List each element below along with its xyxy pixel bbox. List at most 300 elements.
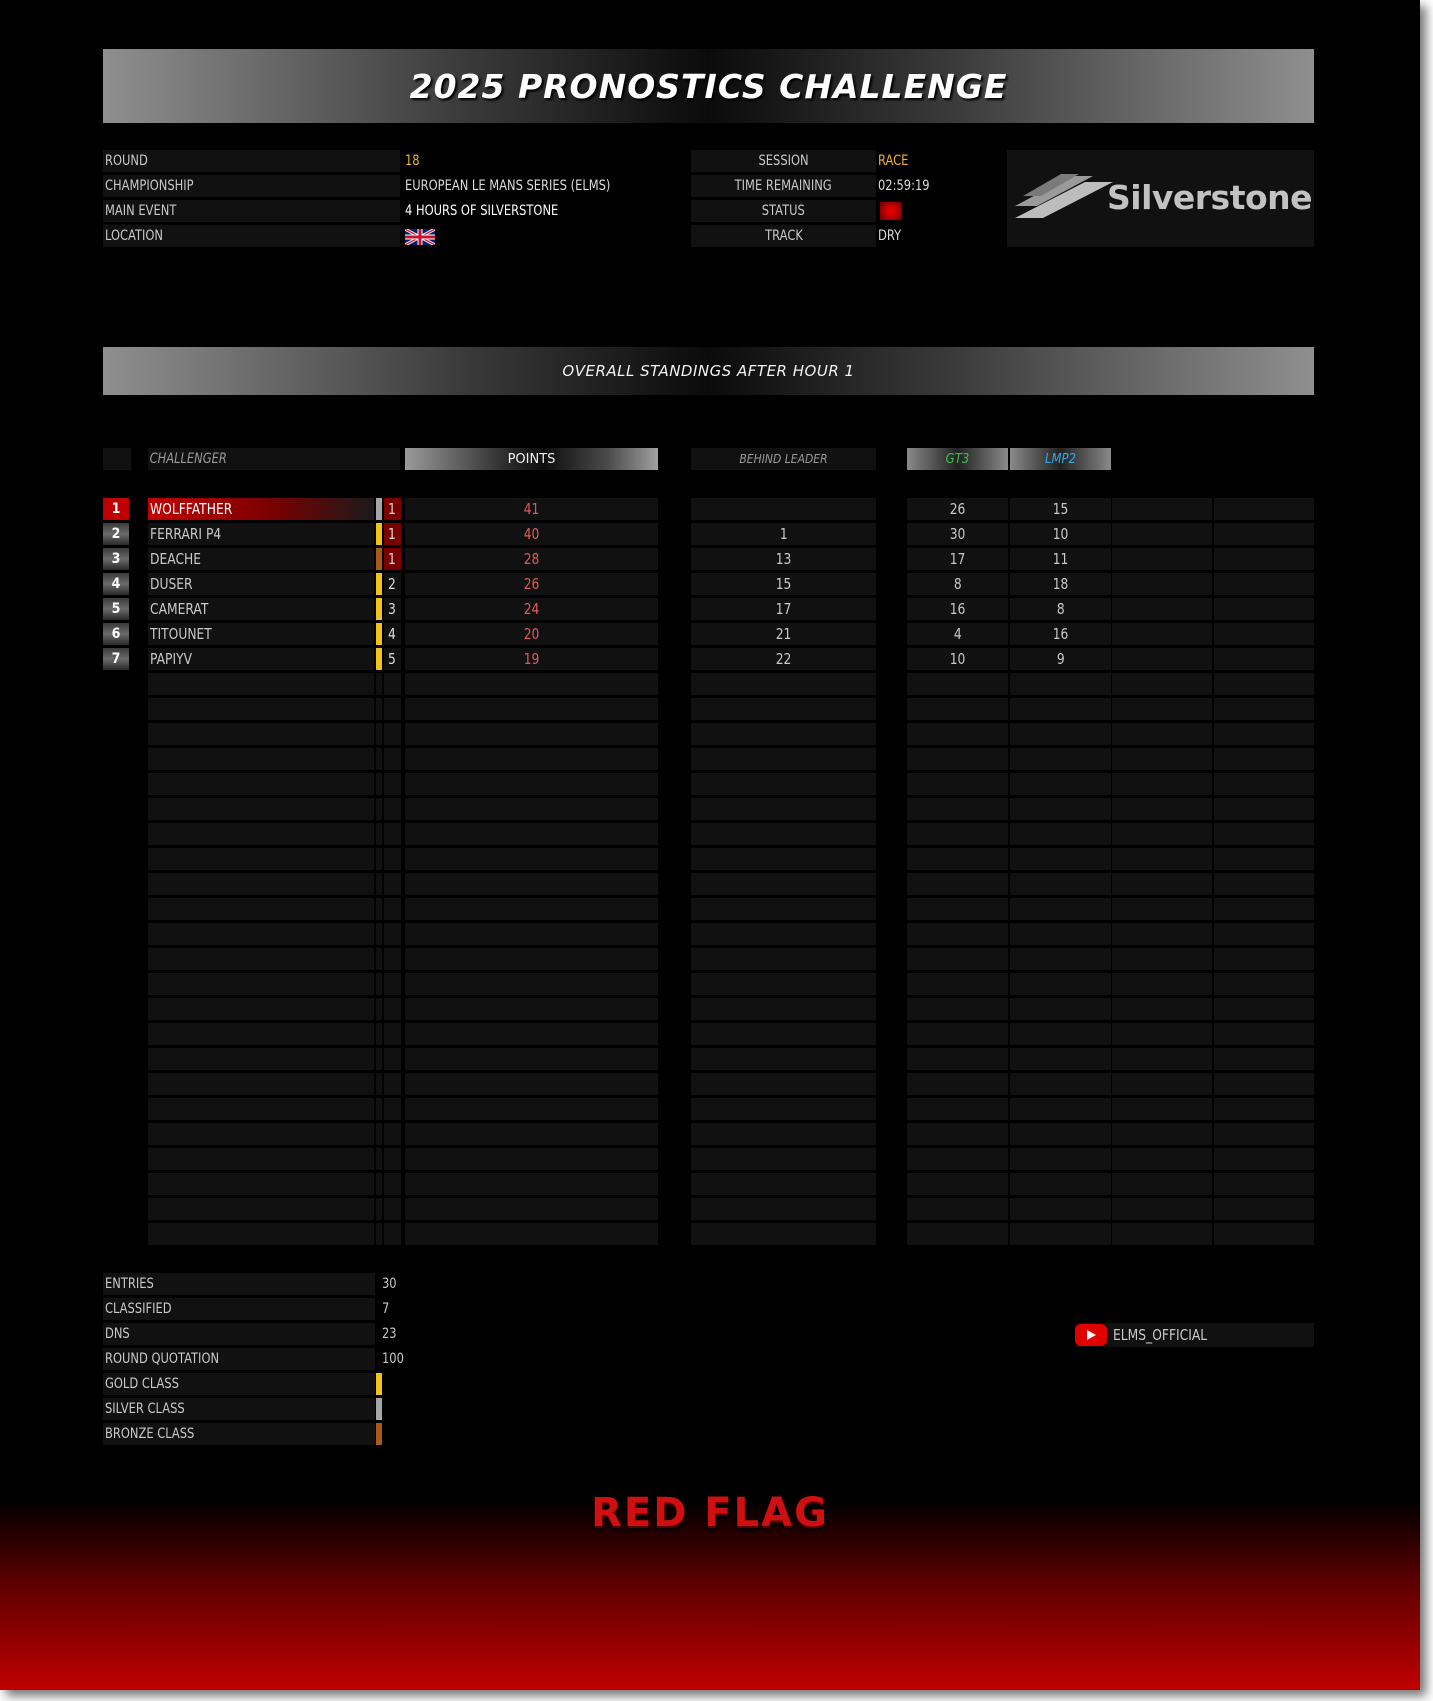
extra-cell	[1112, 773, 1212, 795]
challenger-name[interactable]	[148, 1123, 374, 1145]
info-label	[691, 200, 876, 222]
points-cell	[405, 798, 658, 820]
behind-header-label: BEHIND LEADER	[739, 452, 828, 466]
info-value	[405, 200, 665, 222]
gt3-cell	[907, 823, 1008, 845]
behind-leader-cell	[691, 873, 876, 895]
lmp2-cell	[1010, 698, 1111, 720]
extra-cell	[1214, 848, 1314, 870]
challenger-name[interactable]	[148, 498, 374, 520]
lmp2-cell	[1010, 1098, 1111, 1120]
class-position	[384, 548, 401, 570]
gt3-cell	[907, 948, 1008, 970]
points-cell	[405, 1098, 658, 1120]
extra-cell	[1112, 1198, 1212, 1220]
youtube-icon	[1075, 1324, 1107, 1346]
info-label	[103, 175, 400, 197]
challenger-name[interactable]	[148, 973, 374, 995]
class-position-text: 4	[387, 625, 396, 643]
points-text: 26	[523, 575, 540, 593]
challenger-name-text: TITOUNET	[150, 625, 212, 643]
stat-value	[382, 1298, 412, 1320]
extra-cell	[1112, 498, 1212, 520]
extra-cell	[1214, 1048, 1314, 1070]
legend-label	[103, 1398, 375, 1420]
class-stripe	[376, 798, 382, 820]
class-position	[384, 1048, 401, 1070]
gt3-text: 4	[953, 625, 962, 643]
class-position	[384, 923, 401, 945]
class-stripe	[376, 998, 382, 1020]
class-stripe	[376, 898, 382, 920]
challenger-name-text: FERRARI P4	[150, 525, 222, 543]
behind-leader-cell	[691, 898, 876, 920]
extra-cell	[1214, 523, 1314, 545]
class-position	[384, 1098, 401, 1120]
class-stripe	[376, 1223, 382, 1245]
stat-label-text: CLASSIFIED	[105, 1301, 172, 1317]
extra-cell	[1112, 848, 1212, 870]
gt3-text: 26	[949, 500, 966, 518]
behind-leader-cell	[691, 973, 876, 995]
behind-leader-cell	[691, 548, 876, 570]
gt3-cell	[907, 1048, 1008, 1070]
lmp2-cell	[1010, 923, 1111, 945]
challenger-name[interactable]	[148, 848, 374, 870]
challenger-name[interactable]	[148, 1048, 374, 1070]
track-logo	[1007, 150, 1314, 247]
behind-leader-cell	[691, 848, 876, 870]
extra-cell	[1112, 798, 1212, 820]
challenger-name[interactable]	[148, 1173, 374, 1195]
points-cell	[405, 973, 658, 995]
extra-cell	[1214, 998, 1314, 1020]
info-value	[405, 175, 665, 197]
extra-cell	[1112, 923, 1212, 945]
lmp2-cell	[1010, 1023, 1111, 1045]
class-position	[384, 773, 401, 795]
challenger-name[interactable]	[148, 1198, 374, 1220]
info-label	[691, 225, 876, 247]
info-value	[878, 175, 998, 197]
class-stripe	[376, 1148, 382, 1170]
class-position	[384, 973, 401, 995]
challenger-name[interactable]	[148, 798, 374, 820]
info-value	[405, 225, 665, 247]
points-cell	[405, 498, 658, 520]
info-value-text: EUROPEAN LE MANS SERIES (ELMS)	[405, 178, 611, 194]
extra-cell	[1214, 498, 1314, 520]
extra-cell	[1112, 598, 1212, 620]
challenger-name[interactable]	[148, 773, 374, 795]
info-label-text: ROUND	[105, 153, 148, 169]
info-label	[103, 200, 400, 222]
class-stripe	[376, 948, 382, 970]
extra-cell	[1214, 723, 1314, 745]
challenger-name[interactable]	[148, 1073, 374, 1095]
gt3-cell	[907, 623, 1008, 645]
points-cell	[405, 873, 658, 895]
points-cell	[405, 773, 658, 795]
gt3-text: 10	[949, 650, 966, 668]
extra-cell	[1214, 648, 1314, 670]
lmp2-cell	[1010, 673, 1111, 695]
points-cell	[405, 698, 658, 720]
extra-cell	[1214, 698, 1314, 720]
class-position	[384, 598, 401, 620]
class-stripe	[376, 823, 382, 845]
extra-cell	[1214, 798, 1314, 820]
challenger-name[interactable]	[148, 523, 374, 545]
challenger-name-text: PAPIYV	[150, 650, 193, 668]
info-value	[878, 200, 998, 222]
behind-leader-cell	[691, 1148, 876, 1170]
stat-value-text: 7	[382, 1301, 390, 1317]
points-cell	[405, 598, 658, 620]
gt3-cell	[907, 923, 1008, 945]
behind-leader-cell	[691, 773, 876, 795]
gt3-cell	[907, 673, 1008, 695]
class-position	[384, 673, 401, 695]
class-stripe	[376, 748, 382, 770]
legend-label	[103, 1373, 375, 1395]
rank-badge: 4	[103, 573, 129, 595]
class-stripe	[376, 1048, 382, 1070]
behind-leader-cell	[691, 798, 876, 820]
class-stripe	[376, 573, 382, 595]
stat-label	[103, 1298, 375, 1320]
extra-cell	[1112, 823, 1212, 845]
lmp2-cell	[1010, 823, 1111, 845]
info-value	[878, 150, 998, 172]
class-stripe	[376, 548, 382, 570]
extra-cell	[1214, 873, 1314, 895]
uk-flag-icon	[405, 229, 435, 245]
rank-badge: 1	[103, 498, 129, 520]
gt3-cell	[907, 1073, 1008, 1095]
class-stripe	[376, 723, 382, 745]
challenger-header	[148, 448, 400, 470]
points-text: 28	[523, 550, 540, 568]
challenger-name[interactable]	[148, 723, 374, 745]
class-position-text: 3	[387, 600, 396, 618]
challenger-name[interactable]	[148, 823, 374, 845]
points-cell	[405, 948, 658, 970]
challenger-name[interactable]	[148, 1223, 374, 1245]
lmp2-cell	[1010, 1148, 1111, 1170]
class-stripe	[376, 848, 382, 870]
extra-cell	[1214, 948, 1314, 970]
logo-text: Silverstone	[1107, 178, 1313, 217]
extra-cell	[1112, 1023, 1212, 1045]
lmp2-cell	[1010, 1223, 1111, 1245]
class-position	[384, 1123, 401, 1145]
points-cell	[405, 1223, 658, 1245]
points-cell	[405, 1048, 658, 1070]
stat-value-text: 23	[382, 1326, 397, 1342]
extra-cell	[1214, 973, 1314, 995]
title-banner	[103, 49, 1314, 123]
legend-swatch	[376, 1423, 382, 1445]
challenger-name[interactable]	[148, 648, 374, 670]
gt3-cell	[907, 1098, 1008, 1120]
points-cell	[405, 923, 658, 945]
behind-leader-cell	[691, 648, 876, 670]
status-indicator	[880, 202, 902, 220]
lmp2-text: 11	[1052, 550, 1069, 568]
lmp2-cell	[1010, 1073, 1111, 1095]
gt3-cell	[907, 873, 1008, 895]
behind-leader-cell	[691, 1223, 876, 1245]
gt3-header-label: GT3	[945, 452, 970, 467]
gt3-cell	[907, 498, 1008, 520]
class-position-text: 2	[387, 575, 396, 593]
gt3-cell	[907, 523, 1008, 545]
challenger-name[interactable]	[148, 1148, 374, 1170]
gt3-cell	[907, 598, 1008, 620]
stat-value-text: 100	[382, 1351, 404, 1367]
points-cell	[405, 523, 658, 545]
behind-leader-cell	[691, 723, 876, 745]
info-value-text: RACE	[878, 153, 909, 169]
extra-cell	[1112, 973, 1212, 995]
challenger-name[interactable]	[148, 923, 374, 945]
lmp2-cell	[1010, 973, 1111, 995]
lmp2-cell	[1010, 798, 1111, 820]
class-position	[384, 1148, 401, 1170]
behind-leader-text: 17	[775, 600, 792, 618]
class-position	[384, 573, 401, 595]
points-cell	[405, 1073, 658, 1095]
youtube-link[interactable]	[1075, 1323, 1314, 1347]
lmp2-header-label: LMP2	[1044, 452, 1077, 467]
challenger-name-text: DEACHE	[150, 550, 202, 568]
behind-leader-cell	[691, 1098, 876, 1120]
extra-cell	[1214, 1098, 1314, 1120]
gt3-text: 30	[949, 525, 966, 543]
info-label	[103, 225, 400, 247]
extra-cell	[1112, 698, 1212, 720]
info-label	[691, 175, 876, 197]
behind-leader-cell	[691, 923, 876, 945]
stat-value	[382, 1273, 412, 1295]
class-stripe	[376, 1123, 382, 1145]
points-header-label: POINTS	[507, 452, 556, 467]
challenger-name[interactable]	[148, 623, 374, 645]
challenger-name[interactable]	[148, 548, 374, 570]
lmp2-cell	[1010, 773, 1111, 795]
stat-label	[103, 1323, 375, 1345]
class-stripe	[376, 498, 382, 520]
gt3-cell	[907, 748, 1008, 770]
lmp2-header	[1010, 448, 1111, 470]
challenger-name[interactable]	[148, 573, 374, 595]
points-cell	[405, 1148, 658, 1170]
info-label-text: LOCATION	[105, 228, 164, 244]
class-stripe	[376, 1098, 382, 1120]
behind-leader-cell	[691, 1073, 876, 1095]
stat-value-text: 30	[382, 1276, 397, 1292]
behind-leader-text: 21	[775, 625, 792, 643]
points-text: 40	[523, 525, 540, 543]
info-value	[405, 150, 665, 172]
behind-leader-cell	[691, 1048, 876, 1070]
behind-leader-text: 15	[775, 575, 792, 593]
extra-cell	[1112, 1173, 1212, 1195]
extra-cell	[1112, 1073, 1212, 1095]
challenger-name[interactable]	[148, 673, 374, 695]
gt3-cell	[907, 1023, 1008, 1045]
class-position	[384, 523, 401, 545]
extra-cell	[1112, 748, 1212, 770]
points-cell	[405, 1023, 658, 1045]
extra-cell	[1112, 673, 1212, 695]
behind-leader-cell	[691, 673, 876, 695]
info-value-text: 4 HOURS OF SILVERSTONE	[405, 203, 559, 219]
challenger-name[interactable]	[148, 598, 374, 620]
stat-label-text: DNS	[105, 1326, 130, 1342]
info-value-text: 02:59:19	[878, 178, 930, 194]
points-cell	[405, 748, 658, 770]
class-position	[384, 1023, 401, 1045]
gt3-cell	[907, 898, 1008, 920]
challenger-name[interactable]	[148, 698, 374, 720]
red-flag-text: RED FLAG	[591, 1490, 829, 1536]
behind-leader-text: 13	[775, 550, 792, 568]
extra-cell	[1214, 1123, 1314, 1145]
points-cell	[405, 573, 658, 595]
class-position-text: 5	[387, 650, 396, 668]
class-position	[384, 948, 401, 970]
gt3-cell	[907, 798, 1008, 820]
behind-leader-cell	[691, 523, 876, 545]
lmp2-cell	[1010, 573, 1111, 595]
info-value-text: 18	[405, 153, 420, 169]
challenger-name-text: WOLFFATHER	[150, 500, 233, 518]
gt3-text: 16	[949, 600, 966, 618]
challenger-name[interactable]	[148, 1023, 374, 1045]
challenger-name[interactable]	[148, 748, 374, 770]
class-stripe	[376, 598, 382, 620]
legend-label-text: BRONZE CLASS	[105, 1426, 195, 1442]
legend-label-text: SILVER CLASS	[105, 1401, 185, 1417]
gt3-cell	[907, 648, 1008, 670]
info-label	[103, 150, 400, 172]
info-value-text: DRY	[878, 228, 902, 244]
lmp2-text: 8	[1056, 600, 1065, 618]
lmp2-cell	[1010, 548, 1111, 570]
class-stripe	[376, 648, 382, 670]
legend-label	[103, 1423, 375, 1445]
lmp2-cell	[1010, 998, 1111, 1020]
points-cell	[405, 723, 658, 745]
class-stripe	[376, 923, 382, 945]
class-stripe	[376, 523, 382, 545]
class-stripe	[376, 698, 382, 720]
rank-badge: 2	[103, 523, 129, 545]
gt3-cell	[907, 548, 1008, 570]
points-header	[405, 448, 658, 470]
behind-leader-cell	[691, 1123, 876, 1145]
extra-cell	[1214, 1223, 1314, 1245]
lmp2-cell	[1010, 1173, 1111, 1195]
behind-leader-cell	[691, 623, 876, 645]
legend-label-text: GOLD CLASS	[105, 1376, 179, 1392]
extra-cell	[1214, 673, 1314, 695]
lmp2-cell	[1010, 648, 1111, 670]
points-cell	[405, 623, 658, 645]
class-stripe	[376, 973, 382, 995]
extra-cell	[1214, 823, 1314, 845]
class-position	[384, 1223, 401, 1245]
challenger-name[interactable]	[148, 998, 374, 1020]
points-cell	[405, 673, 658, 695]
class-position	[384, 798, 401, 820]
challenger-name[interactable]	[148, 898, 374, 920]
class-stripe	[376, 873, 382, 895]
points-cell	[405, 648, 658, 670]
gt3-cell	[907, 1223, 1008, 1245]
class-position-text: 1	[387, 500, 396, 518]
info-label	[691, 150, 876, 172]
info-value	[878, 225, 998, 247]
behind-leader-cell	[691, 748, 876, 770]
points-text: 20	[523, 625, 540, 643]
stat-value	[382, 1323, 412, 1345]
class-position	[384, 848, 401, 870]
info-label-text: CHAMPIONSHIP	[105, 178, 194, 194]
rank-badge: 7	[103, 648, 129, 670]
points-cell	[405, 848, 658, 870]
behind-leader-cell	[691, 1173, 876, 1195]
class-position	[384, 823, 401, 845]
extra-cell	[1214, 573, 1314, 595]
info-label-text: TRACK	[764, 228, 803, 244]
challenger-name[interactable]	[148, 948, 374, 970]
info-label-text: TIME REMAINING	[734, 178, 833, 194]
behind-leader-cell	[691, 498, 876, 520]
lmp2-cell	[1010, 1198, 1111, 1220]
gt3-cell	[907, 773, 1008, 795]
extra-cell	[1112, 648, 1212, 670]
lmp2-cell	[1010, 1048, 1111, 1070]
class-stripe	[376, 623, 382, 645]
standings-banner	[103, 347, 1314, 395]
stat-label	[103, 1273, 375, 1295]
behind-leader-cell	[691, 1198, 876, 1220]
class-position	[384, 873, 401, 895]
gt3-header	[907, 448, 1008, 470]
lmp2-cell	[1010, 498, 1111, 520]
class-position-text: 1	[387, 525, 396, 543]
extra-cell	[1112, 873, 1212, 895]
class-position	[384, 1198, 401, 1220]
gt3-cell	[907, 698, 1008, 720]
behind-leader-cell	[691, 598, 876, 620]
class-position-text: 1	[387, 550, 396, 568]
behind-leader-cell	[691, 998, 876, 1020]
class-position	[384, 498, 401, 520]
extra-cell	[1214, 1198, 1314, 1220]
lmp2-text: 15	[1052, 500, 1069, 518]
extra-cell	[1112, 723, 1212, 745]
challenger-name[interactable]	[148, 873, 374, 895]
challenger-name[interactable]	[148, 1098, 374, 1120]
extra-cell	[1112, 548, 1212, 570]
stat-value	[382, 1348, 412, 1370]
behind-leader-text: 22	[775, 650, 792, 668]
class-position	[384, 698, 401, 720]
